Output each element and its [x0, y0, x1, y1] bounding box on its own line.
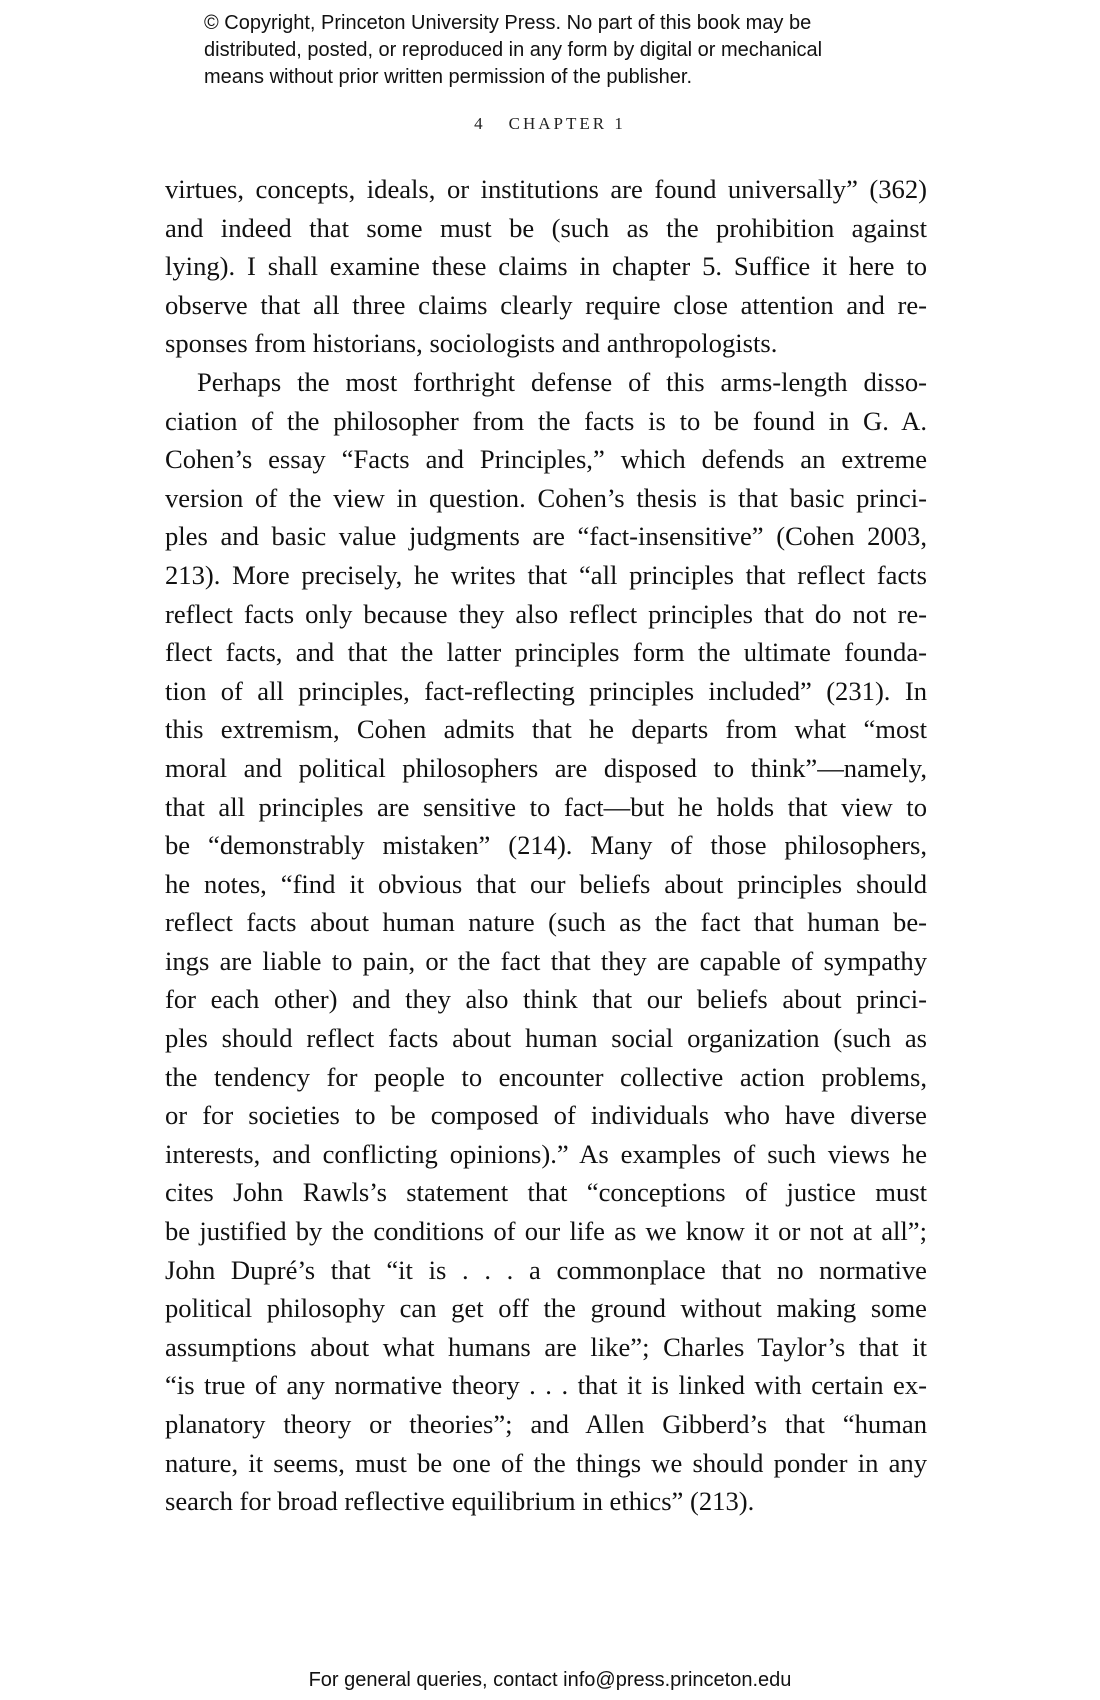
copyright-notice — [204, 10, 964, 91]
text-line: reflect facts only because they also reflect principles that do not re- — [165, 598, 927, 629]
text-line: 213). More precisely, he writes that “all principles that reflect facts — [165, 559, 927, 590]
copyright-line: means without prior written permission of the publisher. — [204, 66, 693, 88]
text-line: or for societies to be composed of individuals who have diverse — [165, 1100, 927, 1131]
text-line: ples and basic value judgments are “fact-insensitive” (Cohen 2003, — [165, 521, 927, 552]
text-line: interests, and conflicting opinions).” As examples of such views he — [165, 1138, 927, 1169]
text-line: that all principles are sensitive to fact—but he holds that view to — [165, 791, 927, 822]
text-line: search for broad reflective equilibrium in ethics” (213). — [165, 1486, 755, 1517]
chapter-label: CHAPTER 1 — [508, 114, 626, 133]
text-line: political philosophy can get off the ground without making some — [165, 1293, 927, 1324]
text-line: planatory theory or theories”; and Allen Gibberd’s that “human — [165, 1409, 927, 1439]
text-line: moral and political philosophers are disposed to think”—namely, — [165, 752, 927, 783]
text-line: ciation of the philosopher from the facts is to be found in G. A. — [165, 405, 927, 436]
text-line: reflect facts about human nature (such as the fact that human be- — [165, 907, 927, 938]
text-line: for each other) and they also think that our beliefs about princi- — [165, 984, 927, 1015]
text-line: version of the view in question. Cohen’s thesis is that basic princi- — [165, 482, 927, 513]
text-line: lying). I shall examine these claims in chapter 5. Suffice it here to — [165, 251, 927, 282]
text-line: be justified by the conditions of our life as we know it or not at all”; — [165, 1216, 927, 1247]
text-line: this extremism, Cohen admits that he departs from what “most — [165, 714, 927, 745]
paragraph-2 — [165, 363, 927, 1521]
text-line: nature, it seems, must be one of the things we should ponder in any — [165, 1447, 927, 1478]
text-line: tion of all principles, fact-reflecting principles included” (231). In — [165, 675, 927, 706]
text-line: Cohen’s essay “Facts and Principles,” which defends an extreme — [165, 444, 927, 475]
page-number: 4 — [474, 114, 483, 133]
text-line: ples should reflect facts about human social organization (such as — [165, 1023, 927, 1054]
text-line: “is true of any normative theory . . . that it is linked with certain ex- — [165, 1370, 927, 1401]
copyright-line: distributed, posted, or reproduced in any form by digital or mechanical — [204, 39, 823, 61]
text-line: and indeed that some must be (such as the prohibition against — [165, 212, 927, 243]
text-line: sponses from historians, sociologists and anthropologists. — [165, 328, 778, 359]
text-line: observe that all three claims clearly require close attention and re- — [165, 289, 927, 320]
text-line: be “demonstrably mistaken” (214). Many of those philosophers, — [165, 830, 927, 861]
running-head — [0, 114, 1100, 134]
text-line: he notes, “find it obvious that our beliefs about principles should — [165, 868, 927, 899]
text-line: John Dupré’s that “it is . . . a commonplace that no normative — [165, 1254, 927, 1285]
text-line: the tendency for people to encounter collective action problems, — [165, 1061, 927, 1092]
footer-contact: For general queries, contact info@press.princeton.edu — [308, 1669, 792, 1691]
text-line: flect facts, and that the latter principles form the ultimate founda- — [165, 637, 927, 668]
paragraph-1 — [165, 170, 927, 363]
text-line: assumptions about what humans are like”; Charles Taylor’s that it — [165, 1331, 927, 1362]
text-line: ings are liable to pain, or the fact that they are capable of sympathy — [165, 945, 927, 976]
text-line: virtues, concepts, ideals, or institutions are found universally” (362) — [165, 174, 927, 204]
text-line: Perhaps the most forthright defense of this arms-length disso- — [197, 366, 927, 397]
copyright-line: © Copyright, Princeton University Press. No part of this book may be — [204, 12, 812, 34]
body-text — [165, 170, 927, 1521]
text-line: cites John Rawls’s statement that “conceptions of justice must — [165, 1177, 927, 1208]
